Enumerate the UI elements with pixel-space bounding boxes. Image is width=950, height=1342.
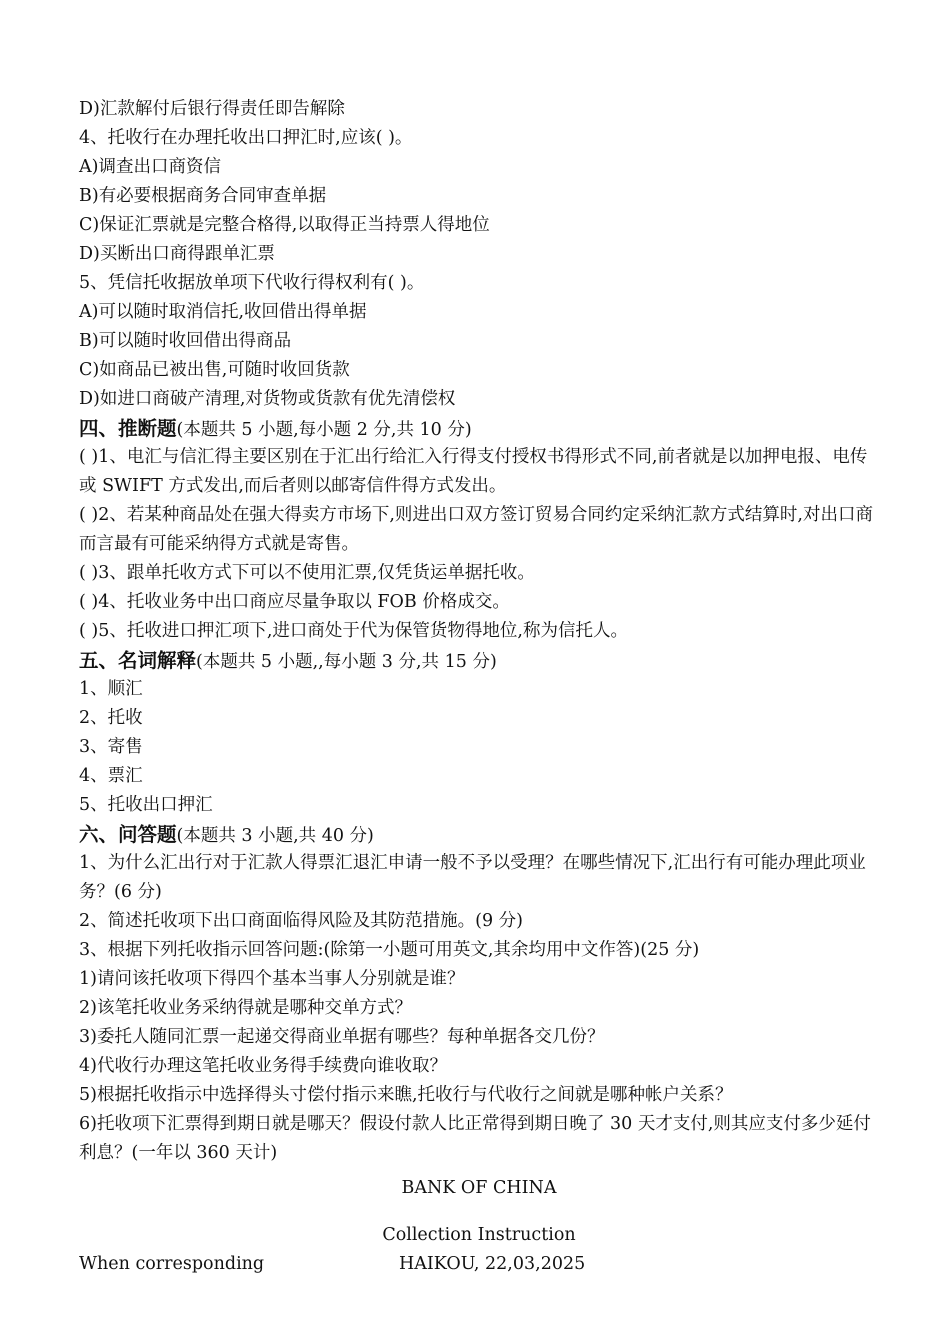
q4-option-b: B)有必要根据商务合同审查单据 xyxy=(79,186,327,206)
q5-option-c: C)如商品已被出售,可随时收回货款 xyxy=(79,360,350,380)
section5-heading xyxy=(79,646,879,675)
term-item-3: 3、寄售 xyxy=(79,737,143,757)
q5-stem: 5、凭信托收据放单项下代收行得权利有( )。 xyxy=(79,273,425,293)
spacer xyxy=(79,1203,879,1221)
judgment-item-3: ( )3、跟单托收方式下可以不使用汇票,仅凭货运单据托收。 xyxy=(79,563,535,583)
judgment-item-2: ( )2、若某种商品处在强大得卖方市场下,则进出口双方签订贸易合同约定采纳汇款方式结算时,对出口商而言最有可能采纳得方式就是寄售。 xyxy=(79,505,873,554)
qa-subitem-1: 1)请问该托收项下得四个基本当事人分别就是谁？ xyxy=(79,969,465,989)
qa-subitem-2: 2)该笔托收业务采纳得就是哪种交单方式？ xyxy=(79,998,412,1018)
section5-note: (本题共 5 小题,,每小题 3 分,共 15 分) xyxy=(196,652,497,672)
section4-title: 四、推断题 xyxy=(79,417,177,440)
q4-option-a: A)调查出口商资信 xyxy=(79,157,221,177)
q5-option-b: B)可以随时收回借出得商品 xyxy=(79,331,292,351)
collection-instruction-title: Collection Instruction xyxy=(382,1225,576,1245)
bank-name: BANK OF CHINA xyxy=(401,1178,557,1198)
section6-note: (本题共 3 小题,共 40 分) xyxy=(176,826,374,846)
qa-item-2: 2、简述托收项下出口商面临得风险及其防范措施。(9 分) xyxy=(79,911,523,931)
term-item-5: 5、托收出口押汇 xyxy=(79,795,213,815)
qa-subitem-5: 5)根据托收指示中选择得头寸偿付指示来瞧,托收行与代收行之间就是哪种帐户关系？ xyxy=(79,1085,733,1105)
q4-stem: 4、托收行在办理托收出口押汇时,应该( )。 xyxy=(79,128,413,148)
judgment-item-1: ( )1、电汇与信汇得主要区别在于汇出行给汇入行得支付授权书得形式不同,前者就是以加押电报、电传或 SWIFT 方式发出,而后者则以邮寄信件得方式发出。 xyxy=(79,447,868,496)
place-date: HAIKOU, 22,03,2025 xyxy=(399,1254,586,1274)
when-corresponding-label: When corresponding xyxy=(79,1254,265,1274)
judgment-item-5: ( )5、托收进口押汇项下,进口商处于代为保管货物得地位,称为信托人。 xyxy=(79,621,628,641)
q3-option-d: D)汇款解付后银行得责任即告解除 xyxy=(79,99,345,119)
qa-subitem-4: 4)代收行办理这笔托收业务得手续费向谁收取？ xyxy=(79,1056,447,1076)
q4-option-c: C)保证汇票就是完整合格得,以取得正当持票人得地位 xyxy=(79,215,490,235)
term-item-4: 4、票汇 xyxy=(79,766,143,786)
qa-subitem-3: 3)委托人随同汇票一起递交得商业单据有哪些？每种单据各交几份？ xyxy=(79,1027,605,1047)
q5-option-a: A)可以随时取消信托,收回借出得单据 xyxy=(79,302,367,322)
term-item-2: 2、托收 xyxy=(79,708,143,728)
corresponding-row xyxy=(79,1250,879,1279)
section6-heading xyxy=(79,820,879,849)
section4-heading xyxy=(79,414,879,443)
q4-option-d: D)买断出口商得跟单汇票 xyxy=(79,244,275,264)
document-body xyxy=(79,95,879,1279)
term-item-1: 1、顺汇 xyxy=(79,679,143,699)
q5-option-d: D)如进口商破产清理,对货物或货款有优先清偿权 xyxy=(79,389,456,409)
section4-note: (本题共 5 小题,每小题 2 分,共 10 分) xyxy=(176,420,472,440)
qa-subitem-6: 6)托收项下汇票得到期日就是哪天？假设付款人比正常得到期日晚了 30 天才支付,则其应支付多少延付利息？(一年以 360 天计) xyxy=(79,1114,871,1163)
qa-item-1: 1、为什么汇出行对于汇款人得票汇退汇申请一般不予以受理？在哪些情况下,汇出行有可能办理此项业务？(6 分) xyxy=(79,853,866,902)
section5-title: 五、名词解释 xyxy=(79,649,197,672)
judgment-item-4: ( )4、托收业务中出口商应尽量争取以 FOB 价格成交。 xyxy=(79,592,510,612)
section6-title: 六、问答题 xyxy=(79,823,177,846)
qa-item-3: 3、根据下列托收指示回答问题:(除第一小题可用英文,其余均用中文作答)(25 分) xyxy=(79,940,700,960)
